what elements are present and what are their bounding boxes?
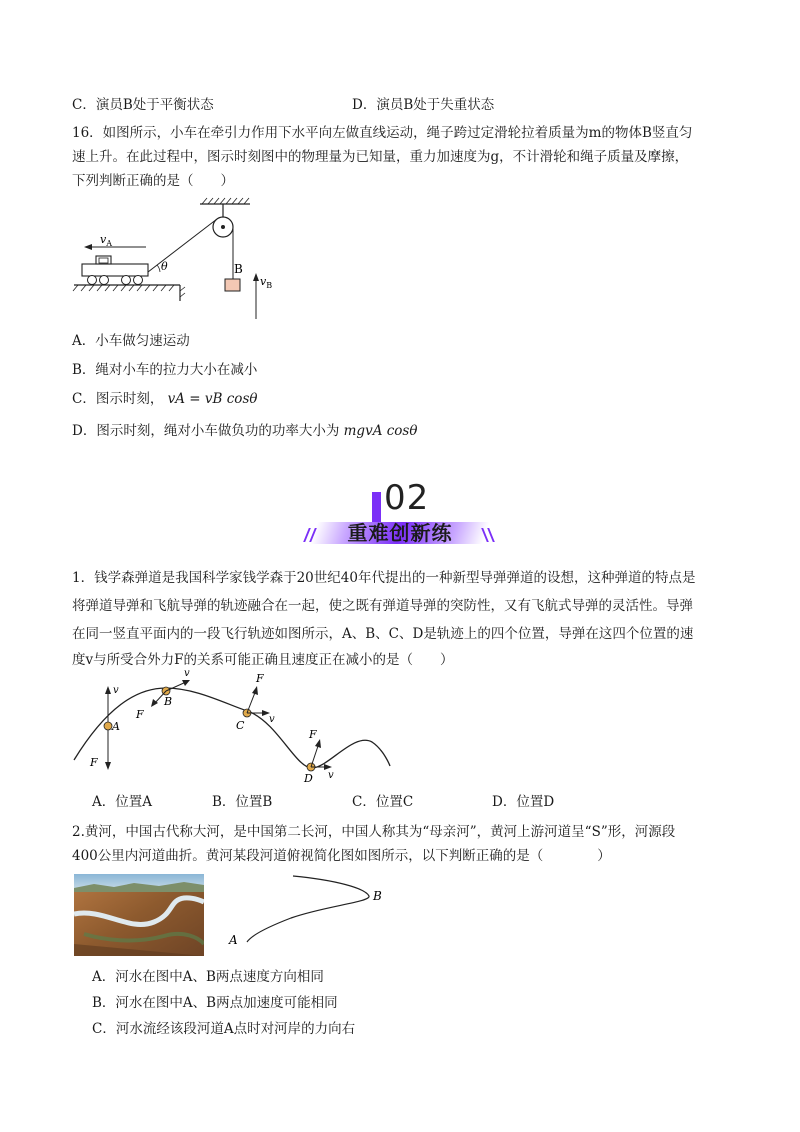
- q16-option-a: A．小车做匀速运动: [72, 333, 190, 349]
- q15-option-c: C．演员B处于平衡状态: [72, 97, 214, 113]
- label-f-a: F: [90, 756, 98, 769]
- q16-option-c-prefix: C．图示时刻，: [72, 391, 164, 407]
- label-f-b: F: [136, 708, 144, 721]
- label-b: B: [234, 262, 243, 276]
- section-header: [300, 476, 500, 552]
- label-v-c: v: [269, 714, 275, 725]
- label-f-c: F: [256, 672, 264, 685]
- label-f-d: F: [309, 728, 317, 741]
- label-v-a: v: [113, 685, 119, 696]
- q16-option-c-formula: vA = vB cosθ: [167, 391, 258, 407]
- p2-option-c: C．河水流经该段河道A点时对河岸的力向右: [92, 1021, 356, 1037]
- label-vb-sub: B: [266, 281, 273, 290]
- q16-stem-line-3: 下列判断正确的是（ ）: [72, 173, 234, 189]
- p1-option-c: C．位置C: [352, 794, 414, 810]
- label-river-a: A: [229, 933, 238, 947]
- p2-stem-line-1: 2.黄河，中国古代称大河，是中国第二长河，中国人称其为“母亲河”，黄河上游河道呈“S”形，河源段: [72, 824, 676, 840]
- q16-option-d-formula: mgvA cosθ: [343, 423, 418, 439]
- label-theta: θ: [161, 260, 168, 273]
- p1-stem-line-3: 在同一竖直平面内的一段飞行轨迹如图所示，A、B、C、D是轨迹上的四个位置，导弹在这四个位置的速: [72, 626, 694, 642]
- p1-stem-line-1: 1．钱学森弹道是我国科学家钱学森于20世纪40年代提出的一种新型导弹弹道的设想，这种弹道的特点是: [72, 570, 696, 586]
- label-v-d: v: [328, 770, 334, 781]
- label-c: C: [236, 719, 245, 732]
- p2-option-a: A．河水在图中A、B两点速度方向相同: [92, 969, 324, 985]
- q16-option-d: [72, 421, 417, 441]
- q16-car-pulley-figure: [68, 193, 298, 323]
- label-river-b: B: [373, 889, 382, 903]
- block-b: [225, 279, 240, 291]
- left-slash-decor: [304, 528, 318, 542]
- section-number: 02: [384, 478, 430, 518]
- svg-text:vA: [100, 233, 112, 248]
- label-b-traj: B: [164, 695, 173, 708]
- p1-stem-line-2: 将弹道导弹和飞航导弹的轨迹融合在一起，使之既有弹道导弹的突防性，又有飞航式导弹的灵活性。导弹: [72, 598, 693, 614]
- q16-stem-line-1: 16．如图所示，小车在牵引力作用下水平向左做直线运动，绳子跨过定滑轮拉着质量为m的物体B竖直匀: [72, 125, 693, 141]
- label-d: D: [304, 772, 313, 785]
- p2-option-b: B．河水在图中A、B两点加速度可能相同: [92, 995, 338, 1011]
- q15-option-d: D．演员B处于失重状态: [352, 97, 495, 113]
- p2-stem-line-2: 400公里内河道曲折。黄河某段河道俯视简化图如图所示，以下判断正确的是（ ）: [72, 848, 611, 864]
- label-va-sub: A: [106, 239, 112, 248]
- label-v-b: v: [184, 668, 190, 679]
- label-va: v: [100, 233, 107, 246]
- section-title: 重难创新练: [347, 521, 453, 545]
- q16-stem-line-2: 速上升。在此过程中，图示时刻图中的物理量为已知量，重力加速度为g，不计滑轮和绳子质量及摩擦，: [72, 149, 689, 165]
- p1-option-b: B．位置B: [212, 794, 273, 810]
- label-vb: v: [260, 275, 267, 288]
- p1-option-a: A．位置A: [92, 794, 152, 810]
- p1-trajectory-figure: [66, 668, 396, 788]
- label-a: A: [112, 720, 120, 733]
- q16-option-b: B．绳对小车的拉力大小在减小: [72, 362, 258, 378]
- p1-option-d: D．位置D: [492, 794, 555, 810]
- p1-stem-line-4: 度v与所受合外力F的关系可能正确且速度正在减小的是（ ）: [72, 652, 454, 668]
- right-slash-decor: [482, 528, 496, 542]
- section-number-marker: [372, 492, 381, 522]
- q16-option-d-prefix: D．图示时刻，绳对小车做负功的功率大小为: [72, 423, 340, 439]
- svg-text:vB: [260, 275, 272, 290]
- yellow-river-photo: [74, 874, 204, 956]
- river-sketch-figure: [225, 870, 395, 952]
- q16-option-c: [72, 389, 258, 409]
